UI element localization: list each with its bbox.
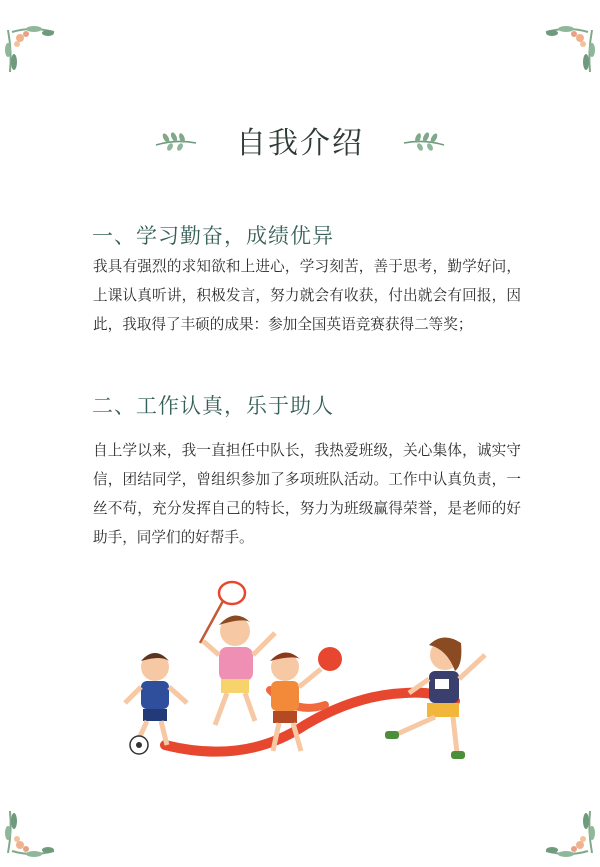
title-row <box>0 118 600 162</box>
section-paragraph: 我具有强烈的求知欲和上进心，学习刻苦，善于思考，勤学好问，上课认真听讲，积极发言，努力就会有收获，付出就会有回报，因此，我取得了丰硕的成果：参加全国英语竞赛获得二等奖； <box>93 258 521 333</box>
leaf-sprig-icon <box>154 129 198 151</box>
children-sports-illustration <box>95 575 515 770</box>
corner-floral-icon <box>4 801 64 861</box>
corner-floral-icon <box>536 801 596 861</box>
child-with-racket <box>203 615 275 725</box>
page-title: 自我介绍 <box>236 126 364 161</box>
corner-floral-icon <box>536 22 596 82</box>
section-heading: 一、学习勤奋，成绩优异 <box>92 224 334 249</box>
leaf-sprig-icon <box>402 129 446 151</box>
corner-floral-icon <box>4 22 64 82</box>
child-with-ball <box>125 653 187 754</box>
section-heading: 二、工作认真，乐于助人 <box>92 394 334 418</box>
section-paragraph: 自上学以来，我一直担任中队长，我热爱班级，关心集体，诚实守信，团结同学，曾组织参加了多项班队活动。工作中认真负责，一丝不苟，充分发挥自己的特长，努力为班级赢得荣誉，是老师的好助手，同学们的好帮手。 <box>93 442 521 546</box>
